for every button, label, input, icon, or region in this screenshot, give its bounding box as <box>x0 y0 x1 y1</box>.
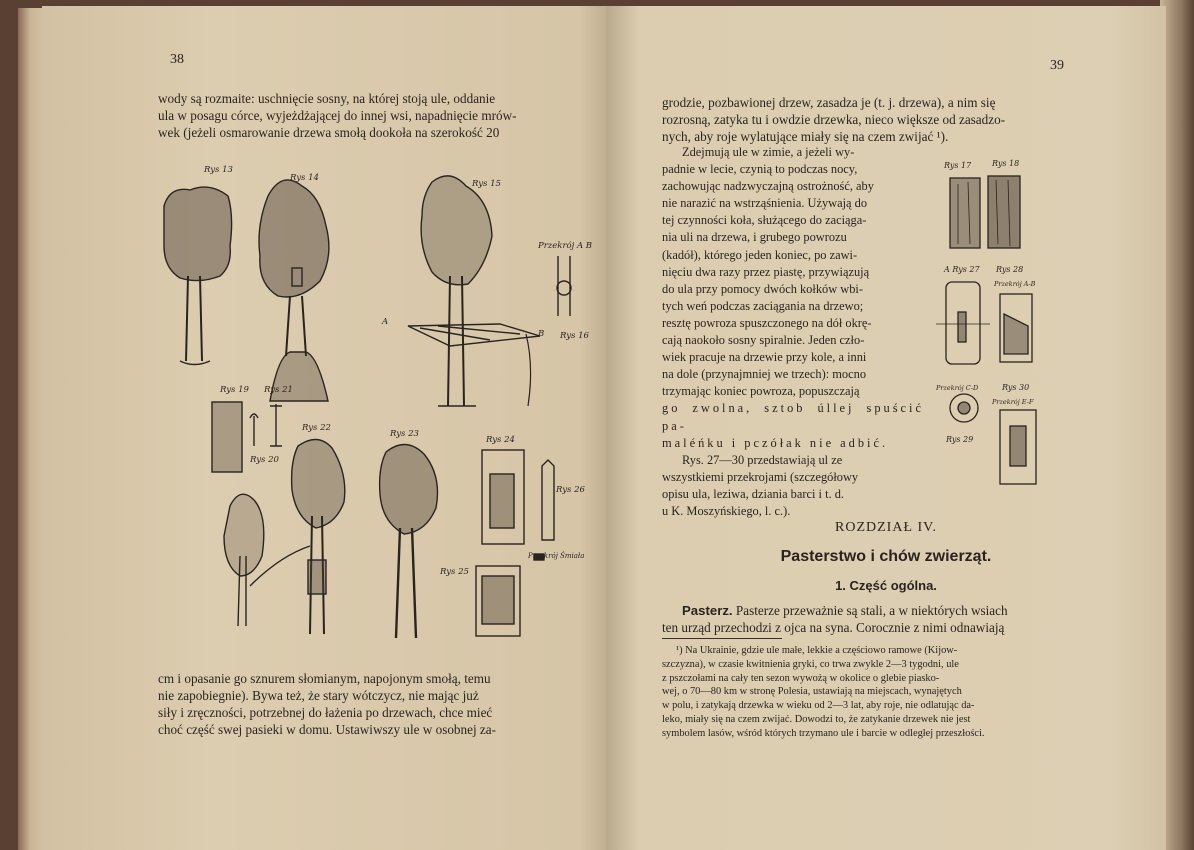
footnote-line: z pszczołami na cały ten sezon wywożą w okolice o glebie piasko- <box>662 672 940 684</box>
section-lead: Pasterz. <box>682 603 733 618</box>
figure-caption: Rys 28 <box>996 265 1024 274</box>
text-line: wek (jeżeli osmarowanie drzewa smołą dookoła na szerokość 20 <box>158 125 500 140</box>
text-line: padnie w lecie, czynią to podczas nocy, <box>662 162 858 177</box>
figure-plate-rys-13-26 <box>150 156 593 652</box>
text-line: tych weń podczas zaciągania na drzewo; <box>662 298 864 313</box>
page-number: 39 <box>1050 58 1064 73</box>
page-number: 38 <box>170 52 184 67</box>
figure-caption: Rys 18 <box>992 159 1020 168</box>
figure-caption: Rys 26 <box>556 485 585 495</box>
figure-caption: Rys 23 <box>390 429 419 439</box>
figure-caption: A <box>382 317 389 327</box>
footnote-line: ¹) Na Ukrainie, gdzie ule małe, lekkie a częściowo ramowe (Kijow- <box>676 645 958 656</box>
log-hive-illustration <box>950 178 980 248</box>
text-line: ten urząd przechodzi z ojca na syna. Corocznie z nimi odnawiają <box>662 620 1005 635</box>
text-line: wszystkiemi przekrojami (szczegółowy <box>662 469 859 484</box>
footnote-line: wej, o 70—80 km w stronę Polesia, ustawiają na miejscach, wynajętych <box>662 686 962 698</box>
text-line: zachowując nadzwyczajną ostrożność, aby <box>662 179 874 194</box>
text-line: nie narazić na wstrząśnienia. Używają do <box>662 196 868 211</box>
figure-caption: Rys 15 <box>472 179 501 189</box>
footnote-rule <box>662 638 782 639</box>
section-paragraph <box>662 602 1066 636</box>
footnote <box>662 644 1066 741</box>
chapter-title: Pasterstwo i chów zwierząt. <box>780 548 992 565</box>
figure-caption: Rys 22 <box>302 423 331 433</box>
text-line: resztę powroza spuszczonego na dół okrę- <box>662 315 872 330</box>
figure-caption: Rys 16 <box>560 331 589 341</box>
beehive-diagram <box>476 450 554 636</box>
text-line: rozrosną, zatyka tu i owdzie drzewka, nieco większe od zasadzo- <box>662 112 1006 127</box>
text-line: choć część swej pasieki w domu. Ustawiwszy ule w osobnej za- <box>158 722 497 737</box>
figure-plate-rys-17-30 <box>930 154 1070 498</box>
figure-caption: Rys 20 <box>250 455 279 465</box>
figure-caption: Rys 29 <box>946 435 974 444</box>
figure-caption: Rys 30 <box>1002 383 1030 392</box>
text-line: nie zapobiegnie). Bywa też, że stary wótczycz, nie mając już <box>158 688 479 703</box>
chapter-label: ROZDZIAŁ IV. <box>835 520 937 535</box>
text-line: cają naokoło sosny spiralnie. Jeden czło- <box>662 333 865 348</box>
figure-caption: Przekrój Śmiała <box>528 552 585 560</box>
text-line: maléńku i pczółak nie adbić. <box>662 435 889 450</box>
figure-caption: Rys 17 <box>944 161 972 170</box>
section-diagram <box>557 256 571 316</box>
footnote-line: w polu, i zatykają drzewka w wieku od 2—3 lat, aby roje, nie odlatując da- <box>662 700 975 712</box>
text-line: tej czynności koła, służącego do zaciąga- <box>662 213 867 228</box>
text-line: nięciu dwa razy przez piastę, przywiązują <box>662 264 870 279</box>
text-line: siły i zręczności, potrzebnej do łażenia po drzewach, chce mieć <box>158 705 493 720</box>
figure-caption: Przekrój C-D <box>936 384 979 392</box>
text-line: nia uli na drzewa, i grubego powrozu <box>662 230 847 245</box>
left-page <box>42 6 608 850</box>
figure-caption: Przekrój A-B <box>994 280 1036 288</box>
figure-caption: Rys 21 <box>264 385 293 395</box>
text-line: opisu ula, leziwa, dziania barci i t. d. <box>662 486 845 501</box>
figure-caption: Rys 13 <box>204 165 233 175</box>
text-line: na dole (przynajmniej we trzech): mocno <box>662 367 867 382</box>
tree-illustration <box>259 180 329 401</box>
figure-caption: Rys 19 <box>220 385 249 395</box>
footnote-line: szczyzna), w czasie kwitnienia gryki, co trwa zwykle 2—3 tygodni, ule <box>662 658 959 670</box>
text-line: nych, aby roje wylatujące miały się na czem zwijać ¹). <box>662 129 949 144</box>
text-line: Zdejmują ule w zimie, a jeżeli wy- <box>682 145 855 159</box>
section-title: 1. Część ogólna. <box>835 578 937 593</box>
figure-caption: B <box>538 329 545 339</box>
text-line: cm i opasanie go sznurem słomianym, napojonym smołą, temu <box>158 671 491 686</box>
figure-caption: A Rys 27 <box>944 265 980 274</box>
text-line: (kadół), którego jeden koniec, po zawi- <box>662 247 858 262</box>
text-line: go zwolna, sztob úllej spuścić pa- <box>662 401 924 433</box>
hive-section-diagram <box>936 282 1032 364</box>
tree-illustration <box>380 444 438 638</box>
right-column-paragraph <box>662 144 924 520</box>
figure-caption: Rys 25 <box>440 567 469 577</box>
tree-illustration <box>164 187 232 364</box>
right-top-paragraph <box>662 94 1066 145</box>
footnote-line: symbolem lasów, wśród których trzymano ule i barcie w odległej przeszłości. <box>662 727 985 739</box>
figure-caption: Rys 14 <box>290 173 319 183</box>
text-line: wiek pracuje na drzewie przy kole, a inni <box>662 350 867 365</box>
text-line: do ula przy pomocy dwóch kołków wbi- <box>662 281 863 296</box>
figure-caption: Rys 24 <box>486 435 515 445</box>
figure-caption: Przekrój E-F <box>992 398 1034 406</box>
text-line: ula w posagu córce, wyjeżdżającej do innej wsi, napadnięcie mrów- <box>158 108 517 123</box>
left-top-paragraph <box>158 90 572 141</box>
figure-caption: Przekrój A B <box>538 241 593 251</box>
text-line: u K. Moszyńskiego, l. c.). <box>662 503 791 518</box>
log-hive-illustration <box>988 176 1020 248</box>
text-line: trzymając koniec powroza, popuszczają <box>662 384 860 399</box>
right-page <box>606 6 1166 850</box>
text-line: Rys. 27—30 przedstawiają ul ze <box>682 452 843 467</box>
text-line: grodzie, pozbawionej drzew, zasadza je (t. j. drzewa), a nim się <box>662 95 996 110</box>
text-line: Pasterze przeważnie są stali, a w niektórych wsiach <box>735 603 1008 618</box>
footnote-line: leko, miały się na czem zwijać. Dowodzi to, że zatykanie drzewek nie jest <box>662 713 971 725</box>
tree-illustration <box>408 176 540 406</box>
text-line: wody są rozmaite: uschnięcie sosny, na której stoją ule, oddanie <box>158 91 496 106</box>
left-bottom-paragraph <box>158 670 572 738</box>
